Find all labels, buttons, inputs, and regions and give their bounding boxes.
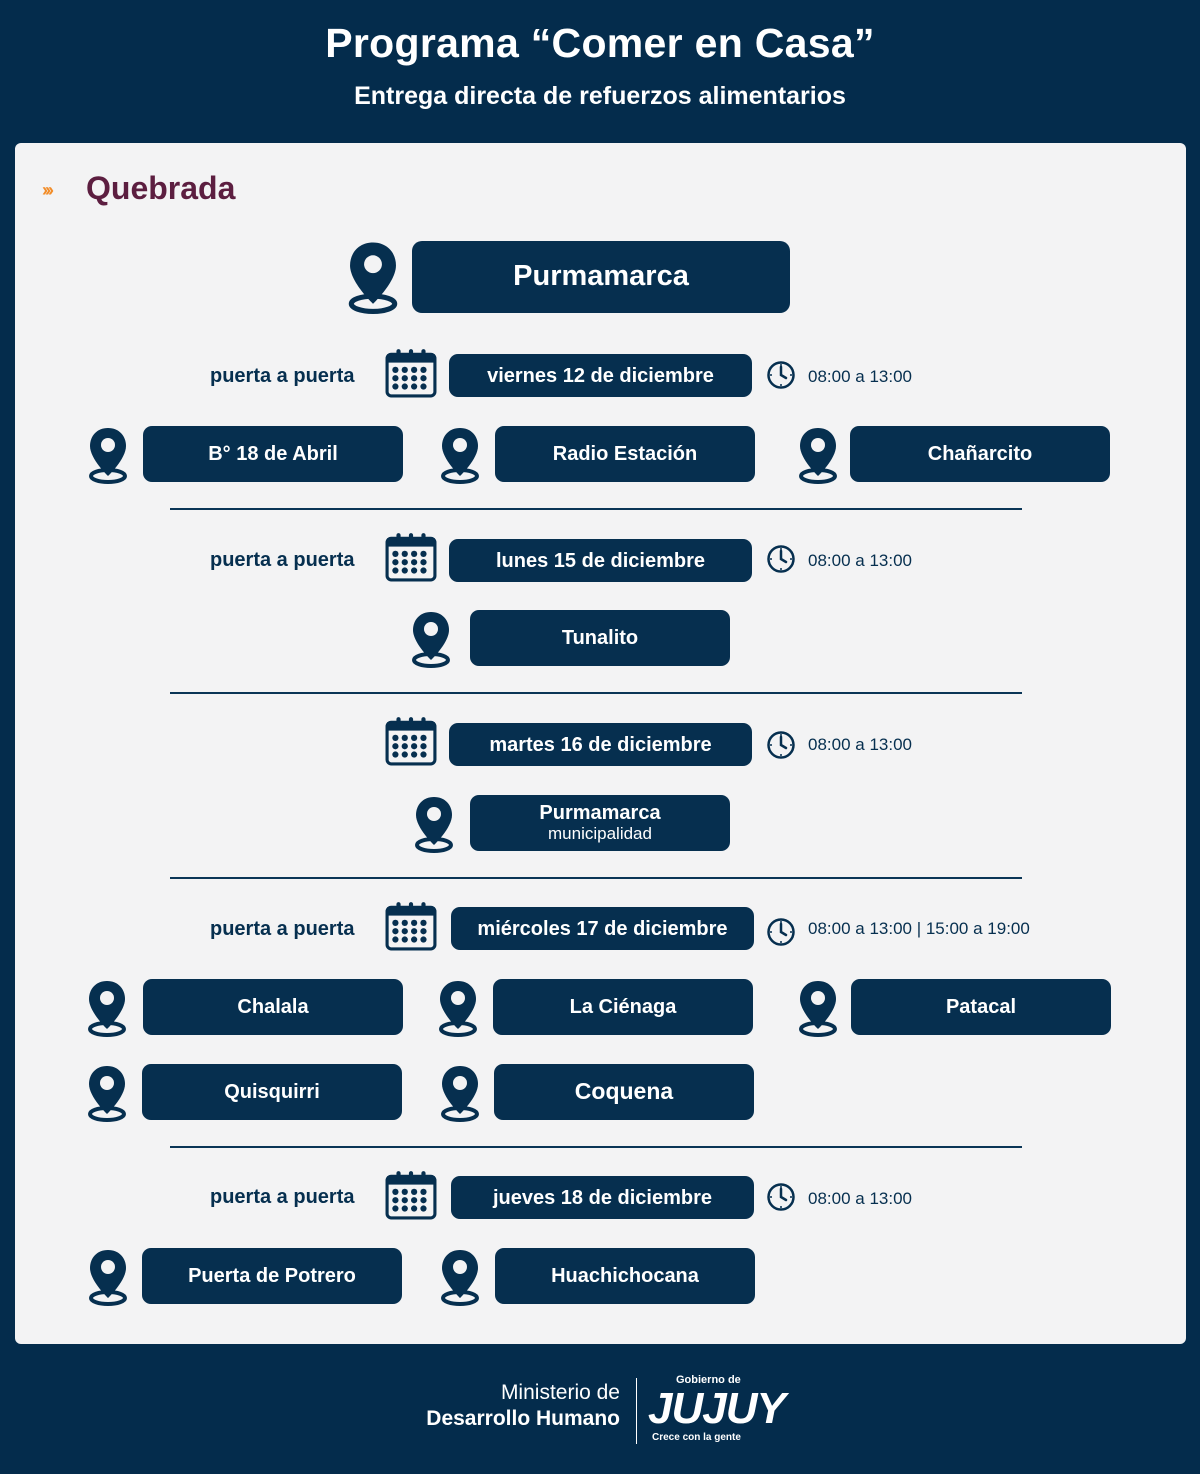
divider xyxy=(170,692,1022,694)
calendar-icon xyxy=(385,348,437,398)
place-box: Coquena xyxy=(494,1064,754,1120)
place-box: Chañarcito xyxy=(850,426,1110,482)
gov-logo-name: JUJUY xyxy=(648,1384,785,1433)
place-box: Puerta de Potrero xyxy=(142,1248,402,1304)
main-location-label: Purmamarca xyxy=(513,260,689,293)
calendar-icon xyxy=(385,901,437,951)
calendar-icon xyxy=(385,716,437,766)
clock-icon xyxy=(766,360,796,390)
delivery-mode: puerta a puerta xyxy=(210,1186,355,1208)
region-arrows-icon: ››› xyxy=(42,180,51,200)
location-pin-icon xyxy=(87,979,127,1037)
ministry-logo-text: Ministerio de Desarrollo Humano xyxy=(426,1381,620,1430)
place-box: Patacal xyxy=(851,979,1111,1035)
time-range: 08:00 a 13:00 xyxy=(808,1189,912,1208)
footer-separator xyxy=(636,1378,637,1444)
divider xyxy=(170,508,1022,510)
location-pin-icon xyxy=(440,426,480,484)
place-box: Chalala xyxy=(143,979,403,1035)
clock-icon xyxy=(766,1182,796,1212)
location-pin-icon xyxy=(347,240,399,314)
calendar-icon xyxy=(385,1170,437,1220)
delivery-mode: puerta a puerta xyxy=(210,918,355,940)
place-box: La Ciénaga xyxy=(493,979,753,1035)
place-box: Quisquirri xyxy=(142,1064,402,1120)
place-box: Huachichocana xyxy=(495,1248,755,1304)
location-pin-icon xyxy=(440,1064,480,1122)
place-box: Tunalito xyxy=(470,610,730,666)
date-box: lunes 15 de diciembre xyxy=(449,539,752,582)
location-pin-icon xyxy=(411,610,451,668)
clock-icon xyxy=(766,917,796,947)
divider xyxy=(170,877,1022,879)
place-box: Radio Estación xyxy=(495,426,755,482)
time-range: 08:00 a 13:00 xyxy=(808,551,912,570)
calendar-icon xyxy=(385,532,437,582)
page-title: Programa “Comer en Casa” xyxy=(325,20,875,66)
region-title: Quebrada xyxy=(86,170,236,206)
place-box: Purmamarca municipalidad xyxy=(470,795,730,851)
page-subtitle: Entrega directa de refuerzos alimentarios xyxy=(354,82,846,110)
location-pin-icon xyxy=(88,426,128,484)
main-location-box xyxy=(412,241,790,313)
date-box: jueves 18 de diciembre xyxy=(451,1176,754,1219)
location-pin-icon xyxy=(414,795,454,853)
location-pin-icon xyxy=(798,426,838,484)
date-box: martes 16 de diciembre xyxy=(449,723,752,766)
clock-icon xyxy=(766,544,796,574)
date-box: miércoles 17 de diciembre xyxy=(451,907,754,950)
location-pin-icon xyxy=(438,979,478,1037)
gov-logo-slogan: Crece con la gente xyxy=(652,1432,741,1443)
divider xyxy=(170,1146,1022,1148)
delivery-mode: puerta a puerta xyxy=(210,365,355,387)
time-range: 08:00 a 13:00 xyxy=(808,735,912,754)
delivery-mode: puerta a puerta xyxy=(210,549,355,571)
location-pin-icon xyxy=(798,979,838,1037)
date-box: viernes 12 de diciembre xyxy=(449,354,752,397)
time-range: 08:00 a 13:00 xyxy=(808,367,912,386)
location-pin-icon xyxy=(87,1064,127,1122)
location-pin-icon xyxy=(440,1248,480,1306)
place-box: B° 18 de Abril xyxy=(143,426,403,482)
time-range: 08:00 a 13:00 | 15:00 a 19:00 xyxy=(808,919,1030,938)
gov-logo-top: Gobierno de xyxy=(676,1374,741,1386)
location-pin-icon xyxy=(88,1248,128,1306)
clock-icon xyxy=(766,730,796,760)
